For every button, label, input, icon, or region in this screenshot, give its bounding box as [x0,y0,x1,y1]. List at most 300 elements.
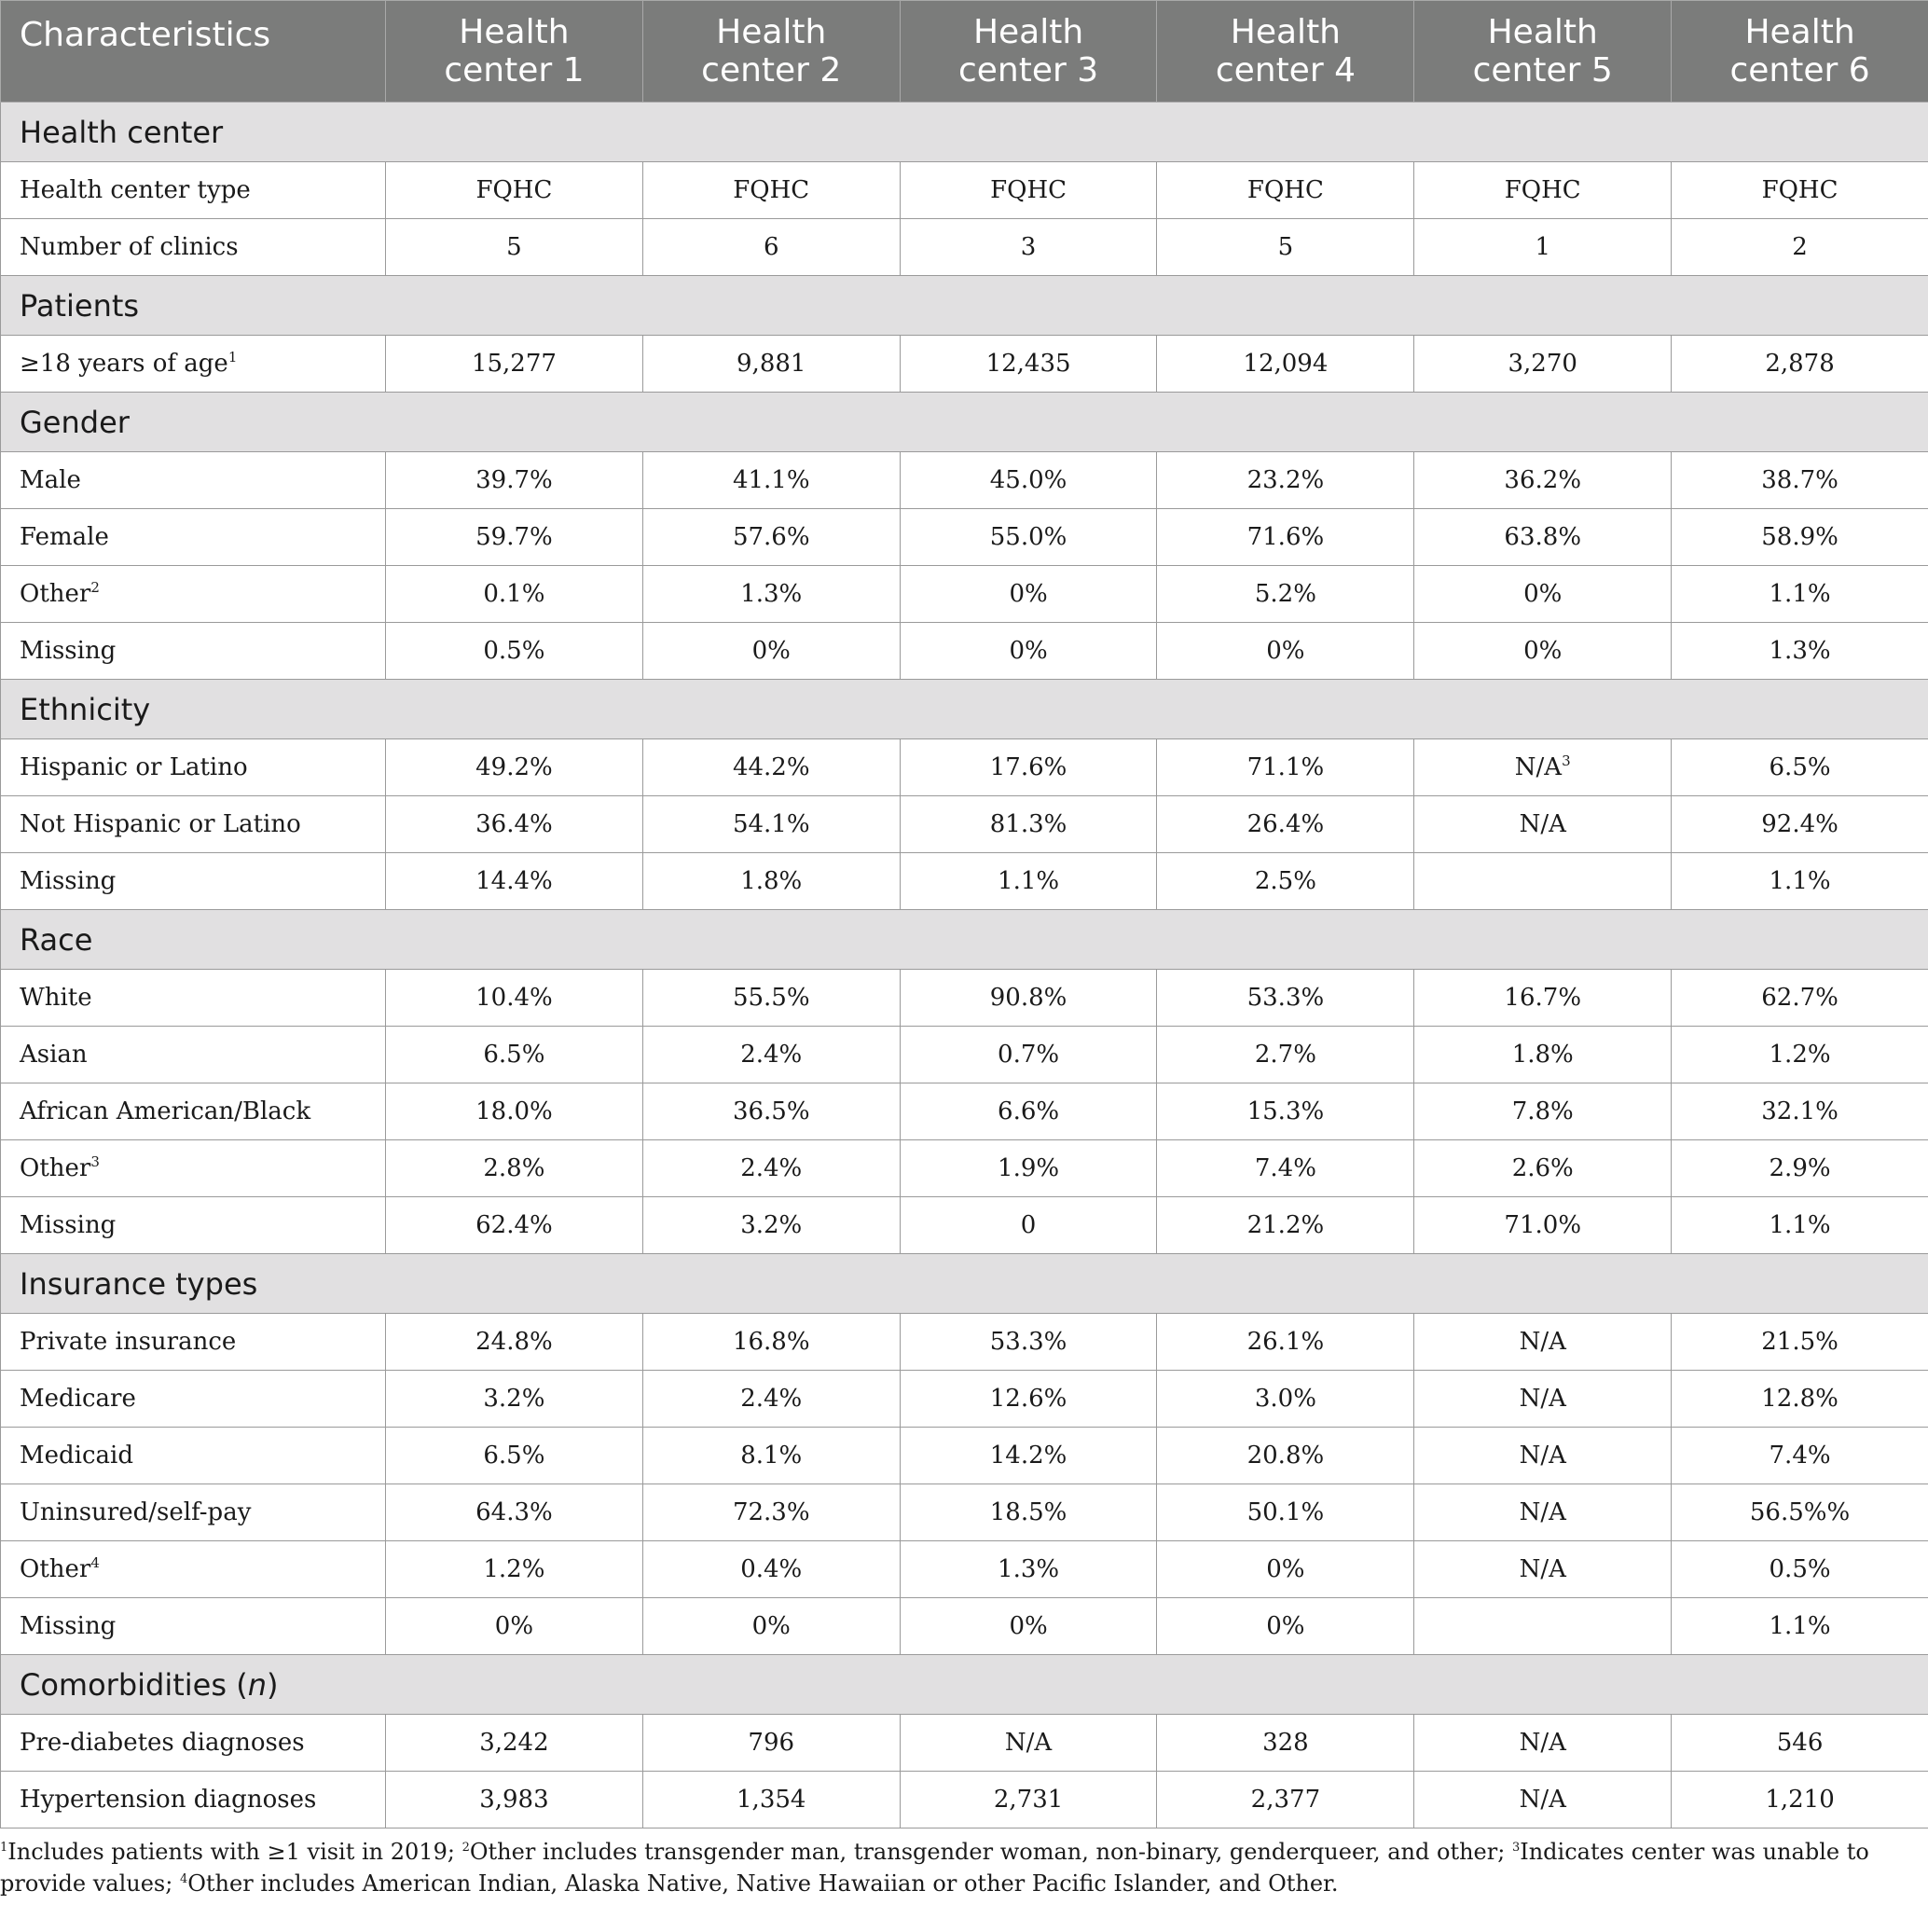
cell-value: 12.8% [1761,1385,1838,1413]
table-cell [1414,219,1672,276]
header-health-center-3 [900,1,1157,103]
cell-value: 0% [1009,1612,1048,1640]
table-cell [1672,1140,1928,1197]
table-cell [642,1314,900,1371]
cell-value: 1.8% [1511,1041,1574,1069]
footnote-marker: 4 [90,1554,100,1571]
table-row [1,623,1928,680]
section-title [1,276,1928,336]
cell-value: 17.6% [989,753,1067,781]
table-cell [900,796,1157,853]
table-row [1,853,1928,910]
cell-value: FQHC [733,176,810,204]
table-cell [1672,623,1928,680]
row-label-text: Medicaid [20,1442,133,1470]
row-label [1,1371,386,1428]
table-cell [1672,566,1928,623]
table-cell [1672,336,1928,393]
cell-value: 1,210 [1765,1786,1835,1814]
header-health-center-1 [386,1,643,103]
cell-value: 5 [1277,233,1294,261]
row-label-text: Missing [20,1211,117,1239]
cell-value: 3.2% [483,1385,545,1413]
table-cell [900,219,1157,276]
header-line-1: Health [1230,13,1341,51]
footnote-marker: 3 [90,1153,100,1170]
table-cell [642,1140,900,1197]
cell-value: 2.5% [1254,867,1316,895]
cell-value: 16.8% [732,1328,810,1356]
table-cell [642,1598,900,1655]
table-row [1,1598,1928,1655]
row-label-text: Male [20,466,81,494]
section-title [1,1655,1928,1715]
table-row [1,796,1928,853]
cell-value: 0.1% [483,580,545,608]
cell-value: 2 [1792,233,1808,261]
cell-value: 23.2% [1246,466,1325,494]
cell-value: N/A [1519,1328,1566,1356]
footnote-text: Other includes American Indian, Alaska Native, Native Hawaiian or other Pacific Islander, and Other. [187,1870,1339,1897]
table-cell [1672,1197,1928,1254]
cell-value: N/A [1519,1555,1566,1583]
cell-value: 14.2% [989,1442,1067,1470]
footnote-text: Other includes transgender man, transgender woman, non-binary, genderqueer, and other; [469,1839,1512,1865]
row-label-text: ≥18 years of age [20,350,228,378]
table-cell [386,219,643,276]
table-cell [1672,509,1928,566]
cell-value: 2.4% [740,1385,803,1413]
table-cell [900,1314,1157,1371]
table-cell [1414,1140,1672,1197]
table-cell [386,1484,643,1541]
cell-value: 546 [1776,1729,1824,1757]
row-label [1,1197,386,1254]
cell-value: 71.6% [1246,523,1325,551]
cell-value: 36.2% [1504,466,1582,494]
cell-value: 0% [751,637,791,665]
cell-value: 36.4% [475,810,553,838]
table-cell [642,1197,900,1254]
section-title-text: Race [20,921,93,958]
cell-value: N/A [1004,1729,1053,1757]
table-cell [386,1598,643,1655]
table-cell [1414,623,1672,680]
table-row [1,1484,1928,1541]
table-cell [1414,1715,1672,1772]
header-line-1: Health [972,13,1084,51]
cell-value: 2.9% [1769,1154,1831,1182]
section-title [1,680,1928,739]
section-title-text: Ethnicity [20,691,151,727]
header-health-center-6 [1672,1,1928,103]
cell-value: 0% [1266,1555,1305,1583]
table-row [1,1715,1928,1772]
cell-value: 57.6% [732,523,810,551]
section-title [1,910,1928,970]
table-cell [386,1541,643,1598]
cell-value: 1.3% [998,1555,1060,1583]
cell-value: 3,270 [1508,350,1577,378]
header-line-2: center 4 [1215,51,1356,90]
table-cell [900,1772,1157,1828]
table-cell [386,623,643,680]
table-row [1,1541,1928,1598]
table-cell [900,452,1157,509]
table-cell [900,336,1157,393]
table-cell [1672,219,1928,276]
cell-value: 1.3% [1769,637,1831,665]
header-line-1: Health [1487,13,1598,51]
table-row [1,336,1928,393]
table-cell [900,162,1157,219]
cell-value: 55.0% [989,523,1067,551]
table-cell [1157,566,1414,623]
cell-value: FQHC [475,176,553,204]
cell-value: 12,094 [1243,350,1329,378]
table-cell [386,509,643,566]
table-cell [386,1772,643,1828]
table-cell [1414,1598,1672,1655]
cell-value: 5 [506,233,522,261]
cell-value: 15,277 [471,350,557,378]
section-header-row [1,680,1928,739]
cell-value: 45.0% [989,466,1067,494]
table-cell [1414,509,1672,566]
table-row [1,1083,1928,1140]
cell-value: 1.9% [998,1154,1060,1182]
cell-value: 81.3% [989,810,1067,838]
cell-value: 1 [1535,233,1550,261]
header-health-center-4 [1157,1,1414,103]
row-label [1,1541,386,1598]
cell-value: 2.6% [1511,1154,1574,1182]
header-line-2: center 6 [1729,51,1870,90]
table-cell [1672,739,1928,796]
table-cell [1157,1428,1414,1484]
table-row [1,1027,1928,1083]
table-row [1,1371,1928,1428]
cell-value: 49.2% [475,753,553,781]
cell-value: FQHC [1246,176,1324,204]
cell-value: 41.1% [732,466,810,494]
row-label [1,219,386,276]
table-cell [386,452,643,509]
row-label-text: Private insurance [20,1328,237,1356]
footnote-marker: 2 [90,579,100,596]
table-cell [1157,1371,1414,1428]
table-cell [642,566,900,623]
table-cell [1414,452,1672,509]
header-health-center-2 [642,1,900,103]
table-row [1,1772,1928,1828]
row-label [1,162,386,219]
table-cell [900,1197,1157,1254]
footnote-text: Includes patients with ≥1 visit in 2019; [7,1839,462,1865]
row-label [1,970,386,1027]
cell-value: 8.1% [740,1442,803,1470]
table-cell [1157,509,1414,566]
row-label-text: Missing [20,637,117,665]
row-label-text: Other [20,1154,91,1182]
cell-value: 1.3% [740,580,803,608]
cell-value: 2.8% [483,1154,545,1182]
table-cell [1157,1715,1414,1772]
table-cell [1157,1541,1414,1598]
section-title-text: Gender [20,404,130,440]
row-label-text: Medicare [20,1385,136,1413]
row-label [1,1140,386,1197]
cell-value: N/A [1519,1385,1566,1413]
cell-value: 64.3% [475,1498,553,1526]
row-label-text: Health center type [20,176,251,204]
section-title [1,393,1928,452]
table-cell [1157,796,1414,853]
table-cell [642,1715,900,1772]
cell-value: 2,377 [1250,1786,1321,1814]
cell-value: 26.4% [1246,810,1325,838]
table-cell [1672,1598,1928,1655]
row-label [1,1083,386,1140]
table-cell [1157,452,1414,509]
table-cell [1157,1484,1414,1541]
table-cell [386,970,643,1027]
cell-value: 38.7% [1761,466,1838,494]
cell-value: 1.1% [1769,580,1831,608]
cell-value: 0% [751,1612,791,1640]
cell-value: 1.1% [1769,1211,1831,1239]
table-cell [642,1083,900,1140]
row-label [1,509,386,566]
cell-value: 1,354 [737,1786,806,1814]
cell-value: 1.1% [1769,1612,1831,1640]
row-label [1,1027,386,1083]
row-label-text: Hypertension diagnoses [20,1786,317,1814]
table-cell [1414,739,1672,796]
cell-value: 0.5% [483,637,545,665]
cell-value: 5.2% [1254,580,1316,608]
section-title-text: Health center [20,114,224,150]
cell-value: 71.0% [1504,1211,1582,1239]
cell-value: 71.1% [1246,753,1325,781]
cell-value: 9,881 [737,350,806,378]
table-cell [900,1484,1157,1541]
table-cell [900,1715,1157,1772]
row-label [1,1772,386,1828]
table-cell [386,853,643,910]
cell-value: N/A [1519,1442,1566,1470]
cell-value: 6 [763,233,779,261]
table-cell [642,452,900,509]
row-label [1,1484,386,1541]
cell-value: 10.4% [475,984,553,1012]
cell-value: 63.8% [1504,523,1582,551]
table-cell [642,162,900,219]
table-cell [900,623,1157,680]
cell-value: 59.7% [475,523,553,551]
cell-value: 0.4% [740,1555,803,1583]
section-header-row [1,103,1928,162]
table-cell [1414,1371,1672,1428]
cell-value: 6.6% [998,1097,1060,1125]
cell-value: N/A [1519,1498,1566,1526]
table-cell [642,1484,900,1541]
table-cell [1157,1772,1414,1828]
cell-value: 0% [1266,1612,1305,1640]
section-header-row [1,1254,1928,1314]
cell-value: N/A [1519,1729,1566,1757]
footnote-number: 1 [0,1841,8,1855]
table-cell [642,796,900,853]
cell-value: 18.0% [475,1097,553,1125]
row-label-text: Not Hispanic or Latino [20,810,301,838]
cell-value: 26.1% [1246,1328,1325,1356]
cell-value: 14.4% [475,867,553,895]
section-title [1,103,1928,162]
table-cell [1672,1371,1928,1428]
row-label-text: Other [20,580,91,608]
cell-value: FQHC [1504,176,1581,204]
table-cell [1672,970,1928,1027]
table-cell [642,1027,900,1083]
section-title-text: Insurance types [20,1265,258,1302]
table-cell [642,1541,900,1598]
table-cell [1672,1027,1928,1083]
cell-value: 50.1% [1246,1498,1325,1526]
table-cell [1672,1428,1928,1484]
table-cell [386,1027,643,1083]
row-label [1,739,386,796]
cell-value: N/A [1514,753,1563,781]
header-line-1: Health [1744,13,1855,51]
row-label [1,1428,386,1484]
row-label-text: Number of clinics [20,233,239,261]
cell-value: 1.2% [483,1555,545,1583]
header-line-2: center 3 [957,51,1099,90]
table-cell [1672,1715,1928,1772]
table-cell [386,566,643,623]
header-line-2: center 5 [1472,51,1613,90]
header-characteristics: Characteristics [1,1,386,103]
table-cell [1672,853,1928,910]
table-cell [1157,219,1414,276]
table-cell [900,1428,1157,1484]
cell-value: 0% [1523,637,1563,665]
cell-value: 1.2% [1769,1041,1831,1069]
table-cell [1672,796,1928,853]
cell-value: 21.5% [1761,1328,1838,1356]
cell-value: 0% [1266,637,1305,665]
table-cell [1157,1598,1414,1655]
cell-value: 3 [1020,233,1037,261]
table-cell [1414,1428,1672,1484]
cell-value: 0% [1523,580,1563,608]
cell-value: 12.6% [989,1385,1067,1413]
table-row [1,739,1928,796]
table-cell [642,853,900,910]
row-label [1,336,386,393]
row-label [1,853,386,910]
table-cell [1672,162,1928,219]
table-cell [1157,162,1414,219]
table-cell [900,970,1157,1027]
row-label-text: Uninsured/self-pay [20,1498,252,1526]
cell-value: 0 [1020,1211,1037,1239]
cell-value: 0.5% [1769,1555,1831,1583]
cell-value: 18.5% [989,1498,1067,1526]
table-cell [386,1715,643,1772]
table-cell [900,1598,1157,1655]
section-title-text: Comorbidities ( [20,1666,248,1703]
table-header-row [1,1,1928,103]
cell-value: 12,435 [985,350,1071,378]
table-cell [1157,1027,1414,1083]
footnote-marker: 3 [1562,752,1571,769]
table-cell [1157,1083,1414,1140]
row-label-text: African American/Black [20,1097,311,1125]
table-cell [1672,1314,1928,1371]
table-cell [1414,162,1672,219]
table-cell [900,739,1157,796]
table-cell [1157,336,1414,393]
table-body [1,103,1928,1828]
table-cell [900,1140,1157,1197]
cell-value: FQHC [990,176,1067,204]
cell-value: 0% [1009,580,1048,608]
cell-value: 39.7% [475,466,553,494]
row-label [1,623,386,680]
cell-value: 7.8% [1511,1097,1574,1125]
table-cell [642,1772,900,1828]
table-cell [1414,796,1672,853]
cell-value: 0.7% [998,1041,1060,1069]
table-cell [386,1314,643,1371]
cell-value: 2,878 [1765,350,1835,378]
table-cell [386,1197,643,1254]
section-title-end: ) [266,1666,279,1703]
table-cell [642,970,900,1027]
cell-value: 0% [1009,637,1048,665]
table-cell [386,162,643,219]
row-label-text: White [20,984,92,1012]
section-title-text: Patients [20,287,140,324]
cell-value: 72.3% [732,1498,810,1526]
cell-value: 2.4% [740,1041,803,1069]
cell-value: 62.7% [1761,984,1838,1012]
table-cell [900,853,1157,910]
section-title-italic: n [247,1666,267,1703]
cell-value: 53.3% [1246,984,1325,1012]
table-cell [1414,1314,1672,1371]
table-cell [1672,1541,1928,1598]
table-cell [1414,853,1672,910]
table-footnote [0,1828,1917,1899]
table-cell [1157,739,1414,796]
cell-value: 3,983 [479,1786,549,1814]
row-label [1,1314,386,1371]
section-header-row [1,910,1928,970]
row-label-text: Pre-diabetes diagnoses [20,1729,305,1757]
table-cell [1157,853,1414,910]
cell-value: 7.4% [1769,1442,1831,1470]
table-cell [642,509,900,566]
table-cell [1672,1484,1928,1541]
table-cell [900,1541,1157,1598]
row-label-text: Missing [20,1612,117,1640]
footnote-number: 2 [461,1841,470,1855]
cell-value: 1.1% [1769,867,1831,895]
table-cell [1672,1772,1928,1828]
